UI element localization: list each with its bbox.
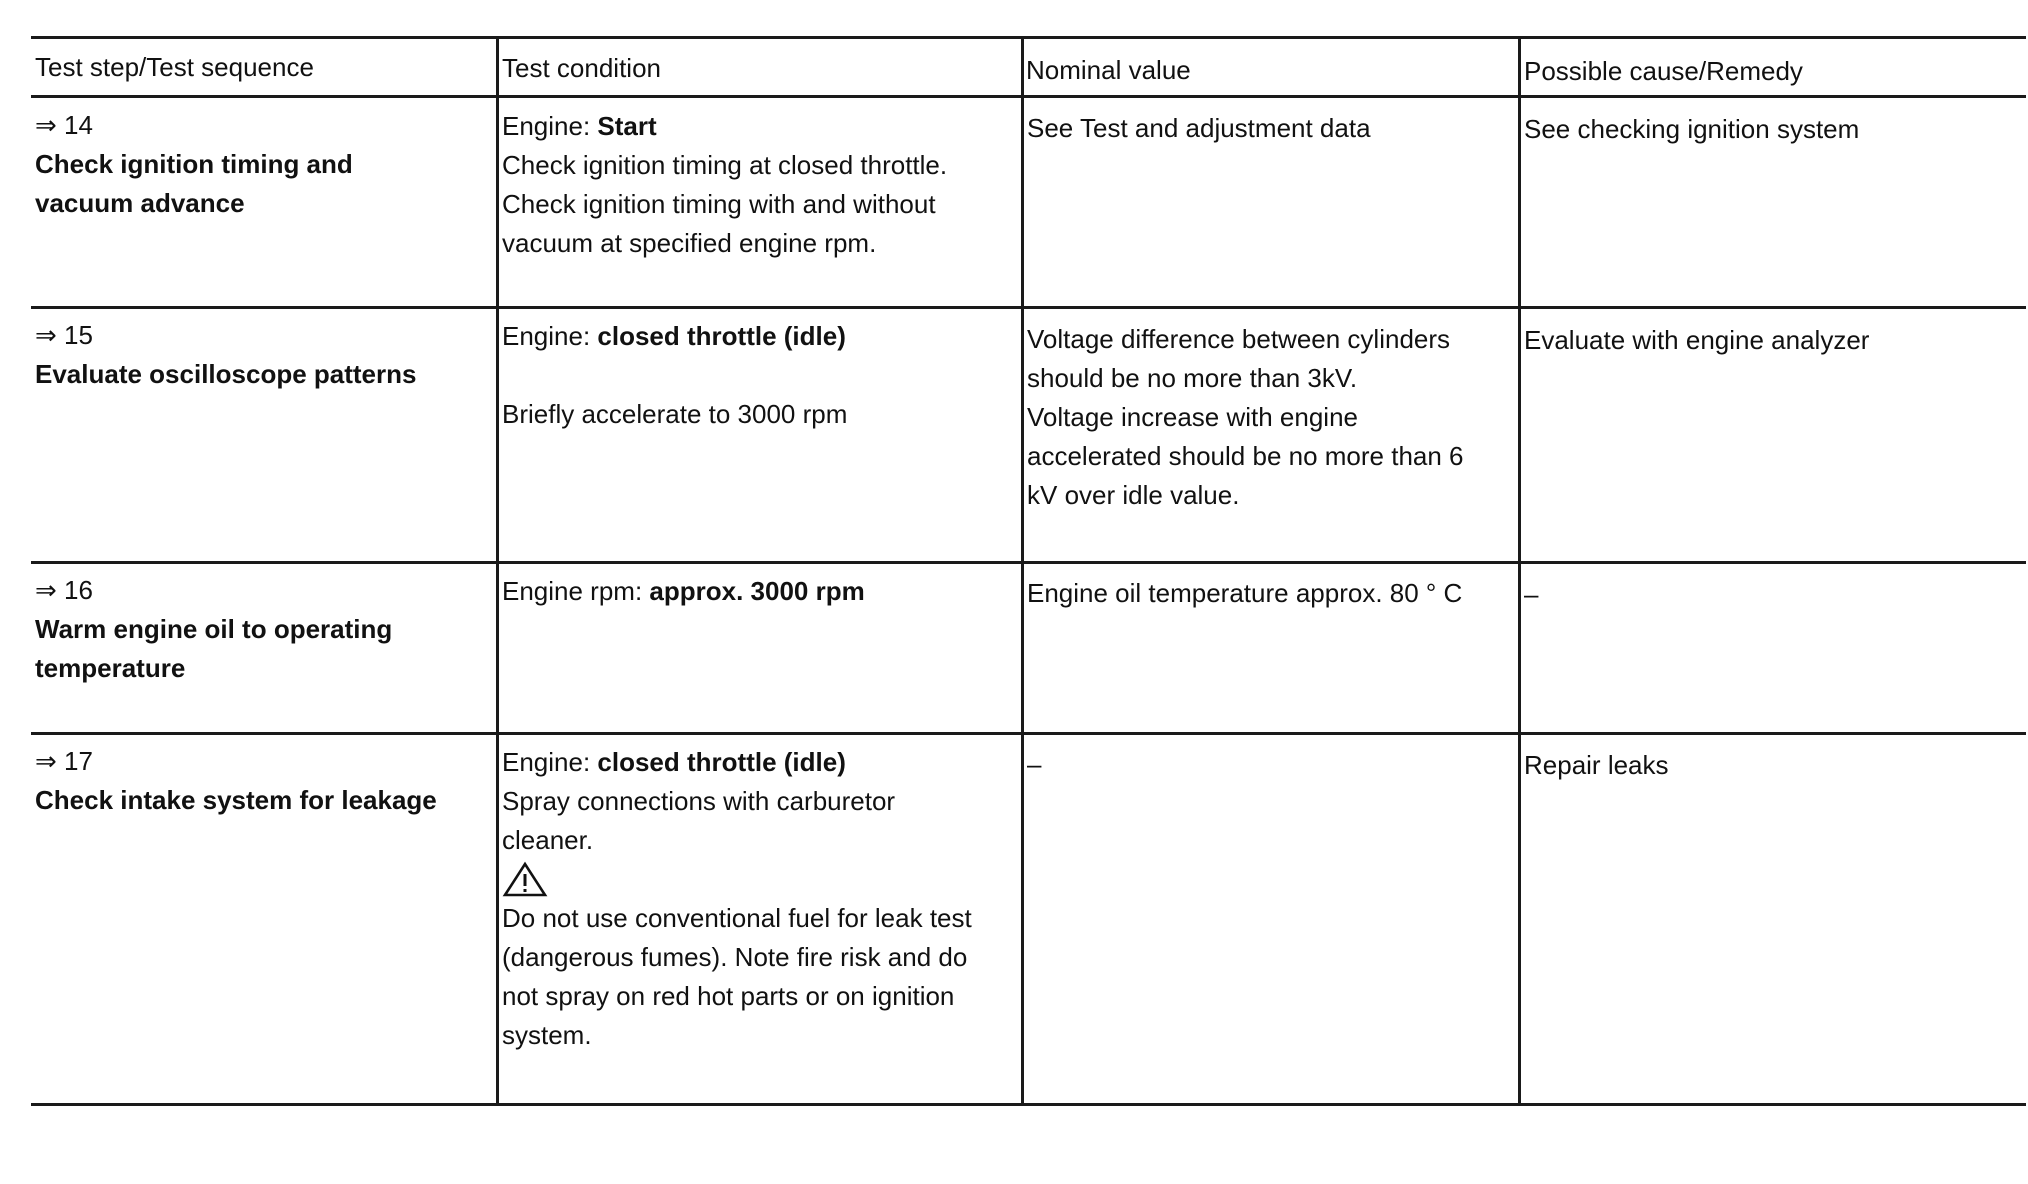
table-bottom-rule	[31, 1103, 2026, 1106]
step-number: ⇒ 17	[35, 746, 93, 776]
condition-line: vacuum at specified engine rpm.	[502, 228, 877, 258]
row-17-condition	[502, 743, 972, 1055]
condition-emphasis: Start	[597, 111, 657, 141]
row-15-nominal	[1027, 320, 1464, 515]
row-17-nominal: –	[1027, 749, 1042, 779]
condition-emphasis: closed throttle (idle)	[597, 747, 846, 777]
row-divider-15-16	[31, 561, 2026, 564]
header-nominal-value: Nominal value	[1026, 55, 1191, 85]
step-title-line: Check intake system for leakage	[35, 785, 437, 815]
step-title-line: Evaluate oscilloscope patterns	[35, 359, 417, 389]
condition-line: (dangerous fumes). Note fire risk and do	[502, 942, 968, 972]
step-number: ⇒ 16	[35, 575, 93, 605]
row-17-remedy: Repair leaks	[1524, 750, 1669, 780]
nominal-line: Voltage difference between cylinders	[1027, 324, 1451, 354]
condition-prefix: Engine:	[502, 321, 598, 351]
header-bottom-rule	[31, 95, 2026, 98]
nominal-line: accelerated should be no more than 6	[1027, 441, 1464, 471]
row-16-condition	[502, 572, 865, 611]
condition-line: Check ignition timing at closed throttle.	[502, 150, 948, 180]
condition-line: Briefly accelerate to 3000 rpm	[502, 399, 848, 429]
nominal-line: should be no more than 3kV.	[1027, 363, 1358, 393]
row-divider-14-15	[31, 306, 2026, 309]
condition-line: Check ignition timing with and without	[502, 189, 936, 219]
step-title-line: Check ignition timing and	[35, 149, 353, 179]
condition-emphasis: closed throttle (idle)	[597, 321, 846, 351]
row-17-step	[35, 742, 437, 820]
condition-line: system.	[502, 1020, 592, 1050]
step-title-line: vacuum advance	[35, 188, 245, 218]
row-15-condition	[502, 317, 847, 434]
row-15-step	[35, 316, 416, 394]
column-divider-3	[1518, 36, 1521, 1106]
condition-line: Spray connections with carburetor	[502, 786, 896, 816]
row-divider-16-17	[31, 732, 2026, 735]
column-divider-1	[496, 36, 499, 1106]
condition-line	[502, 317, 847, 356]
row-14-nominal: See Test and adjustment data	[1027, 113, 1371, 143]
column-divider-2	[1021, 36, 1024, 1106]
condition-prefix: Engine:	[502, 111, 598, 141]
condition-line: not spray on red hot parts or on ignition	[502, 981, 955, 1011]
header-possible-cause: Possible cause/Remedy	[1524, 56, 1803, 86]
condition-line	[502, 107, 947, 146]
condition-prefix: Engine:	[502, 747, 598, 777]
step-title-line: Warm engine oil to operating	[35, 614, 393, 644]
condition-line: Do not use conventional fuel for leak test	[502, 903, 972, 933]
step-number: ⇒ 14	[35, 110, 93, 140]
header-test-condition: Test condition	[502, 53, 661, 83]
step-title-line: temperature	[35, 653, 186, 683]
row-16-nominal: Engine oil temperature approx. 80 ° C	[1027, 578, 1463, 608]
nominal-line: kV over idle value.	[1027, 480, 1240, 510]
table-top-rule	[31, 36, 2026, 39]
warning-triangle-icon	[502, 860, 550, 899]
row-16-step	[35, 571, 392, 688]
nominal-line: Voltage increase with engine	[1027, 402, 1359, 432]
row-16-remedy: –	[1524, 579, 1539, 609]
condition-line	[502, 572, 865, 611]
spacer	[502, 356, 847, 395]
step-number: ⇒ 15	[35, 320, 93, 350]
condition-prefix: Engine rpm:	[502, 576, 650, 606]
condition-emphasis: approx. 3000 rpm	[649, 576, 865, 606]
row-14-remedy: See checking ignition system	[1524, 114, 1860, 144]
row-14-condition	[502, 107, 947, 263]
row-14-step	[35, 106, 353, 223]
header-test-step: Test step/Test sequence	[35, 52, 314, 82]
condition-line: cleaner.	[502, 825, 594, 855]
row-15-remedy: Evaluate with engine analyzer	[1524, 325, 1870, 355]
condition-line	[502, 743, 972, 782]
